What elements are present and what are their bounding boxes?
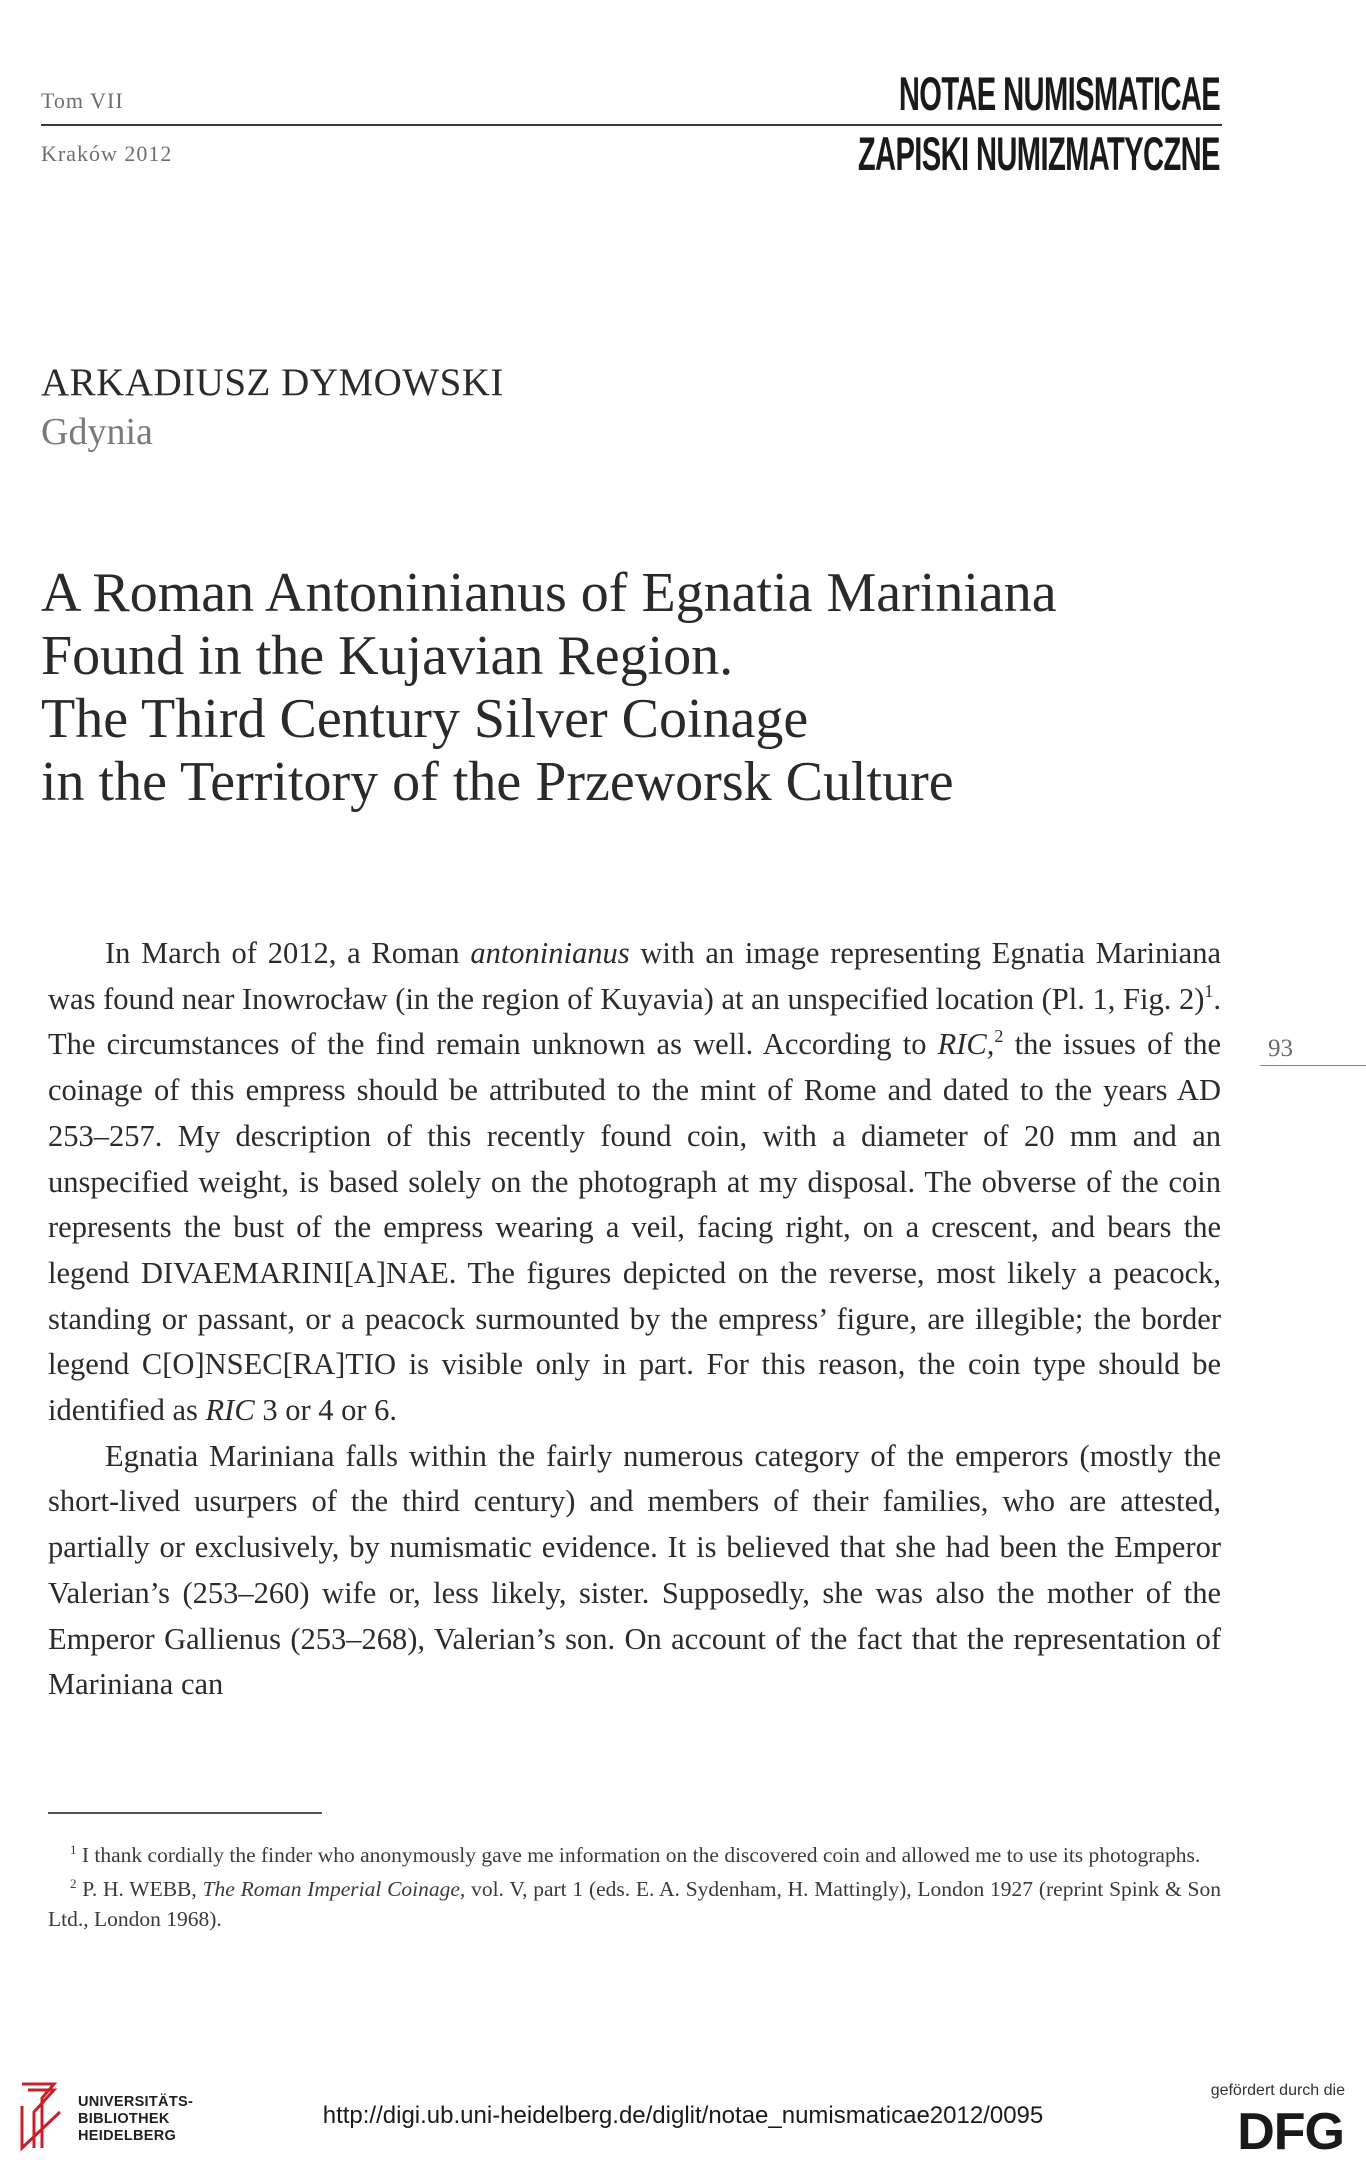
article-body — [48, 931, 1221, 1708]
footnote-ref[interactable]: 2 — [994, 1026, 1004, 1047]
digitization-footer — [0, 2066, 1366, 2167]
author-name: ARKADIUSZ DYMOWSKI — [41, 361, 504, 404]
funded-by-label: gefördert durch die — [1210, 2082, 1345, 2099]
paragraph: Egnatia Mariniana falls within the fairly numerous category of the emperors (mostly the short-lived usurpers of the third century) and members of their families, who are attested, partially or exclusively, by numismatic evidence. It is believed that she had been the Emperor Valerian’s (253–260) wife or, less likely, sister. Supposedly, she was also the mother of the Emperor Gallienus (253–268), Valerian’s son. On account of the fact that the representation of Mariniana can — [48, 1438, 1221, 1702]
article-title — [41, 562, 1181, 814]
dfg-logo: DFG — [1237, 2103, 1344, 2161]
title-line: in the Territory of the Przeworsk Culture — [41, 751, 954, 813]
paragraph: In March of 2012, a Roman antoninianus with an image representing Egnatia Mariniana was found near Inowrocław (in the region of Kuyavia) at an unspecified location (Pl. 1, Fig. 2)$^1$. The circumstances of the find remain unknown as well. According to RIC,$^2$ the issues of the coinage of this empress should be attributed to the mint of Rome and dated to the years AD 253–257. My description of this recently found coin, with a diameter of 20 mm and an unspecified weight, is based solely on the photograph at my disposal. The obverse of the coin represents the bust of the empress wearing a veil, facing right, on a crescent, and bears the legend DIVAEMARINI[A]NAE. The figures depicted on the reverse, most likely a peacock, standing or passant, or a peacock surmounted by the empress’ figure, are illegible; the border legend C[O]NSEC[RA]TIO is visible only in part. For this reason, the coin type should be identified as RIC 3 or 4 or 6. — [48, 936, 1221, 1428]
source-url-link[interactable]: http://digi.ub.uni-heidelberg.de/diglit/notae_numismaticae2012/0095 — [322, 2102, 1044, 2129]
place-year-label: Kraków 2012 — [41, 141, 173, 166]
journal-title-polish: ZAPISKI NUMIZMATYCZNE — [857, 127, 1220, 180]
library-name: UNIVERSITÄTS- BIBLIOTHEK HEIDELBERG — [78, 2094, 194, 2144]
page-number-rule — [1260, 1065, 1366, 1066]
title-line: Found in the Kujavian Region. — [41, 625, 734, 687]
journal-title-latin: NOTAE NUMISMATICAE — [898, 67, 1220, 120]
volume-label: Tom VII — [41, 88, 124, 113]
author-affiliation: Gdynia — [41, 411, 153, 453]
footnote-ref[interactable]: 1 — [1204, 980, 1214, 1001]
header-rule — [41, 124, 1222, 126]
footnote-rule — [48, 1812, 322, 1814]
footnote: $^1$ I thank cordially the finder who anonymously gave me information on the discovered coin and allowed me to use its photographs. — [70, 1842, 1201, 1867]
title-line: The Third Century Silver Coinage — [41, 688, 809, 750]
footnote: $^2$ P. H. WEBB, The Roman Imperial Coinage, vol. V, part 1 (eds. E. A. Sydenham, H. Mattingly), London 1927 (reprint Spink & Son Ltd., London 1968). — [48, 1876, 1221, 1931]
footnotes — [48, 1840, 1221, 1938]
page-number: 93 — [1268, 1035, 1293, 1062]
title-line: A Roman Antoninianus of Egnatia Mariniana — [41, 562, 1057, 624]
